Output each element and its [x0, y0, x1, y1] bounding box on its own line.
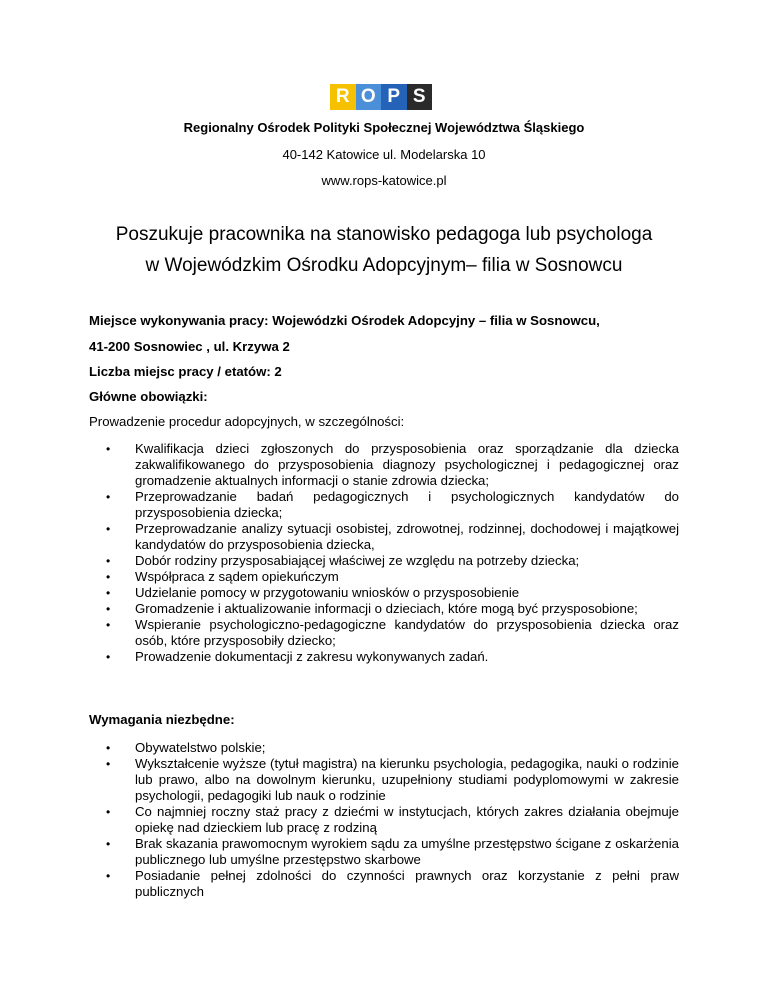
- list-item: • Wykształcenie wyższe (tytuł magistra) na kierunku psychologia, pedagogika, nauki o rodzinie lub prawo, albo na dowolnym kierunku, uzupełniony studiami podyplomowymi w zakresie psychologii, pedagogiki lub nauk o rodzinie: [106, 756, 679, 803]
- bullet-icon: •: [106, 554, 111, 568]
- list-item: • Przeprowadzanie badań pedagogicznych i psychologicznych kandydatów do przysposobienia dziecka;: [106, 489, 679, 520]
- list-item: • Przeprowadzanie analizy sytuacji osobistej, zdrowotnej, rodzinnej, dochodowej i majątkowej kandydatów do przysposobienia dziecka,: [106, 521, 679, 552]
- organization-website[interactable]: www.rops-katowice.pl: [321, 173, 447, 188]
- list-item: • Udzielanie pomocy w przygotowaniu wniosków o przysposobienie: [106, 585, 520, 600]
- duties-heading: Główne obowiązki:: [89, 389, 208, 404]
- organization-address: 40-142 Katowice ul. Modelarska 10: [282, 147, 486, 162]
- list-item: • Prowadzenie dokumentacji z zakresu wykonywanych zadań.: [106, 649, 489, 664]
- bullet-icon: •: [106, 805, 111, 819]
- rops-logo: [330, 84, 432, 110]
- logo-letter-o: O: [356, 84, 382, 110]
- bullet-icon: •: [106, 650, 111, 664]
- bullet-icon: •: [106, 618, 111, 632]
- requirements-heading: Wymagania niezbędne:: [89, 712, 235, 727]
- list-item: • Wspieranie psychologiczno-pedagogiczne kandydatów do przysposobienia dziecka oraz osób, które przysposobiły dziecko;: [106, 617, 679, 648]
- logo-letter-r: R: [330, 84, 356, 110]
- list-item: • Co najmniej roczny staż pracy z dziećmi w instytucjach, których zakres działania obejmuje opiekę nad dzieckiem lub pracę z rodziną: [106, 804, 679, 835]
- duties-intro: Prowadzenie procedur adopcyjnych, w szczególności:: [89, 414, 405, 429]
- bullet-icon: •: [106, 837, 111, 851]
- list-item: • Dobór rodziny przysposabiającej właściwej ze względu na potrzeby dziecka;: [106, 553, 580, 568]
- bullet-icon: •: [106, 757, 111, 771]
- list-item: • Współpraca z sądem opiekuńczym: [106, 569, 339, 584]
- workplace-line-2: 41-200 Sosnowiec , ul. Krzywa 2: [89, 339, 290, 354]
- bullet-icon: •: [106, 586, 111, 600]
- job-title-line-2: w Wojewódzkim Ośrodku Adopcyjnym– filia w Sosnowcu: [145, 255, 623, 276]
- list-item: • Posiadanie pełnej zdolności do czynności prawnych oraz korzystanie z pełni praw publicznych: [106, 868, 679, 899]
- logo-letter-p: P: [381, 84, 407, 110]
- bullet-icon: •: [106, 442, 111, 456]
- bullet-icon: •: [106, 490, 111, 504]
- bullet-icon: •: [106, 602, 111, 616]
- bullet-icon: •: [106, 741, 111, 755]
- list-item: • Gromadzenie i aktualizowanie informacji o dzieciach, które mogą być przysposobione;: [106, 601, 638, 616]
- organization-name: Regionalny Ośrodek Polityki Społecznej Województwa Śląskiego: [183, 120, 585, 135]
- requirements-list: [89, 740, 679, 900]
- bullet-icon: •: [106, 522, 111, 536]
- positions-count: Liczba miejsc pracy / etatów: 2: [89, 364, 282, 379]
- duties-list: [89, 441, 679, 665]
- workplace-line-1: Miejsce wykonywania pracy: Wojewódzki Ośrodek Adopcyjny – filia w Sosnowcu,: [89, 313, 600, 328]
- list-item: • Kwalifikacja dzieci zgłoszonych do przysposobienia oraz sporządzanie dla dziecka zakwalifikowanego do przysposobienia diagnozy psychologicznej i pedagogicznej oraz gromadzenie aktualnych informacji o stanie zdrowia dziecka;: [106, 441, 679, 488]
- bullet-icon: •: [106, 869, 111, 883]
- job-title-line-1: Poszukuje pracownika na stanowisko pedagoga lub psychologa: [115, 224, 653, 245]
- logo-letter-s: S: [407, 84, 433, 110]
- list-item: • Brak skazania prawomocnym wyrokiem sądu za umyślne przestępstwo ścigane z oskarżenia publicznego lub umyślne przestępstwo skarbowe: [106, 836, 679, 867]
- bullet-icon: •: [106, 570, 111, 584]
- list-item: • Obywatelstwo polskie;: [106, 740, 266, 755]
